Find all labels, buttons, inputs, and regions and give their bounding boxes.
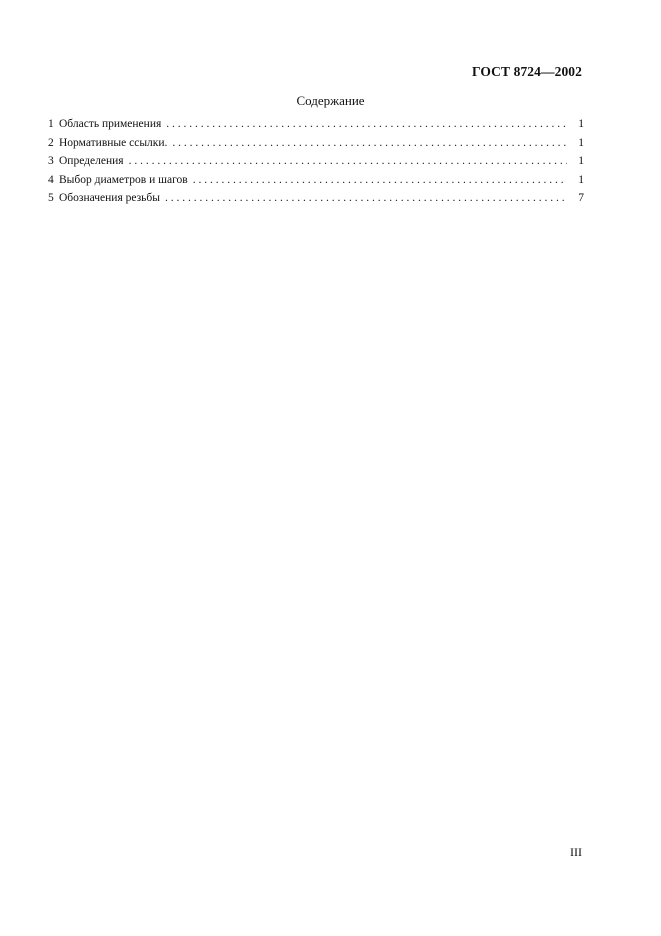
toc-entry-label: Область применения <box>59 118 162 130</box>
toc-entry-label: Нормативные ссылки. <box>59 136 168 149</box>
toc-entry-page: 1 <box>578 118 584 130</box>
document-code: ГОСТ 8724—2002 <box>472 64 582 79</box>
toc-entry-scope[interactable] <box>48 118 584 137</box>
toc-leader-dots <box>129 155 567 167</box>
toc-leader-dots <box>172 137 567 149</box>
toc-entry-definitions[interactable] <box>48 155 584 174</box>
page-number: III <box>570 845 582 859</box>
toc-title: Содержание <box>296 93 365 108</box>
toc-entry-number: 4 <box>48 173 54 186</box>
toc-entry-page: 7 <box>578 192 584 204</box>
toc-entry-number: 1 <box>48 118 54 130</box>
toc-entry-diameters-and-pitches[interactable] <box>48 174 584 193</box>
toc-entry-label: Обозначения резьбы <box>59 192 160 204</box>
toc-entry-normative-references[interactable] <box>48 137 584 156</box>
toc-entry-number: 3 <box>48 155 54 167</box>
toc-entry-number: 2 <box>48 136 54 149</box>
toc-entry-label: Определения <box>59 155 124 167</box>
toc-entry-number: 5 <box>48 192 54 204</box>
toc-leader-dots <box>193 174 567 186</box>
table-of-contents <box>48 118 584 211</box>
toc-entry-page: 1 <box>578 155 584 167</box>
toc-entry-page: 1 <box>578 136 584 149</box>
toc-leader-dots <box>165 192 567 204</box>
toc-entry-page: 1 <box>578 173 584 186</box>
toc-entry-label: Выбор диаметров и шагов <box>59 173 188 186</box>
toc-leader-dots <box>166 118 567 130</box>
toc-entry-thread-designations[interactable] <box>48 192 584 211</box>
